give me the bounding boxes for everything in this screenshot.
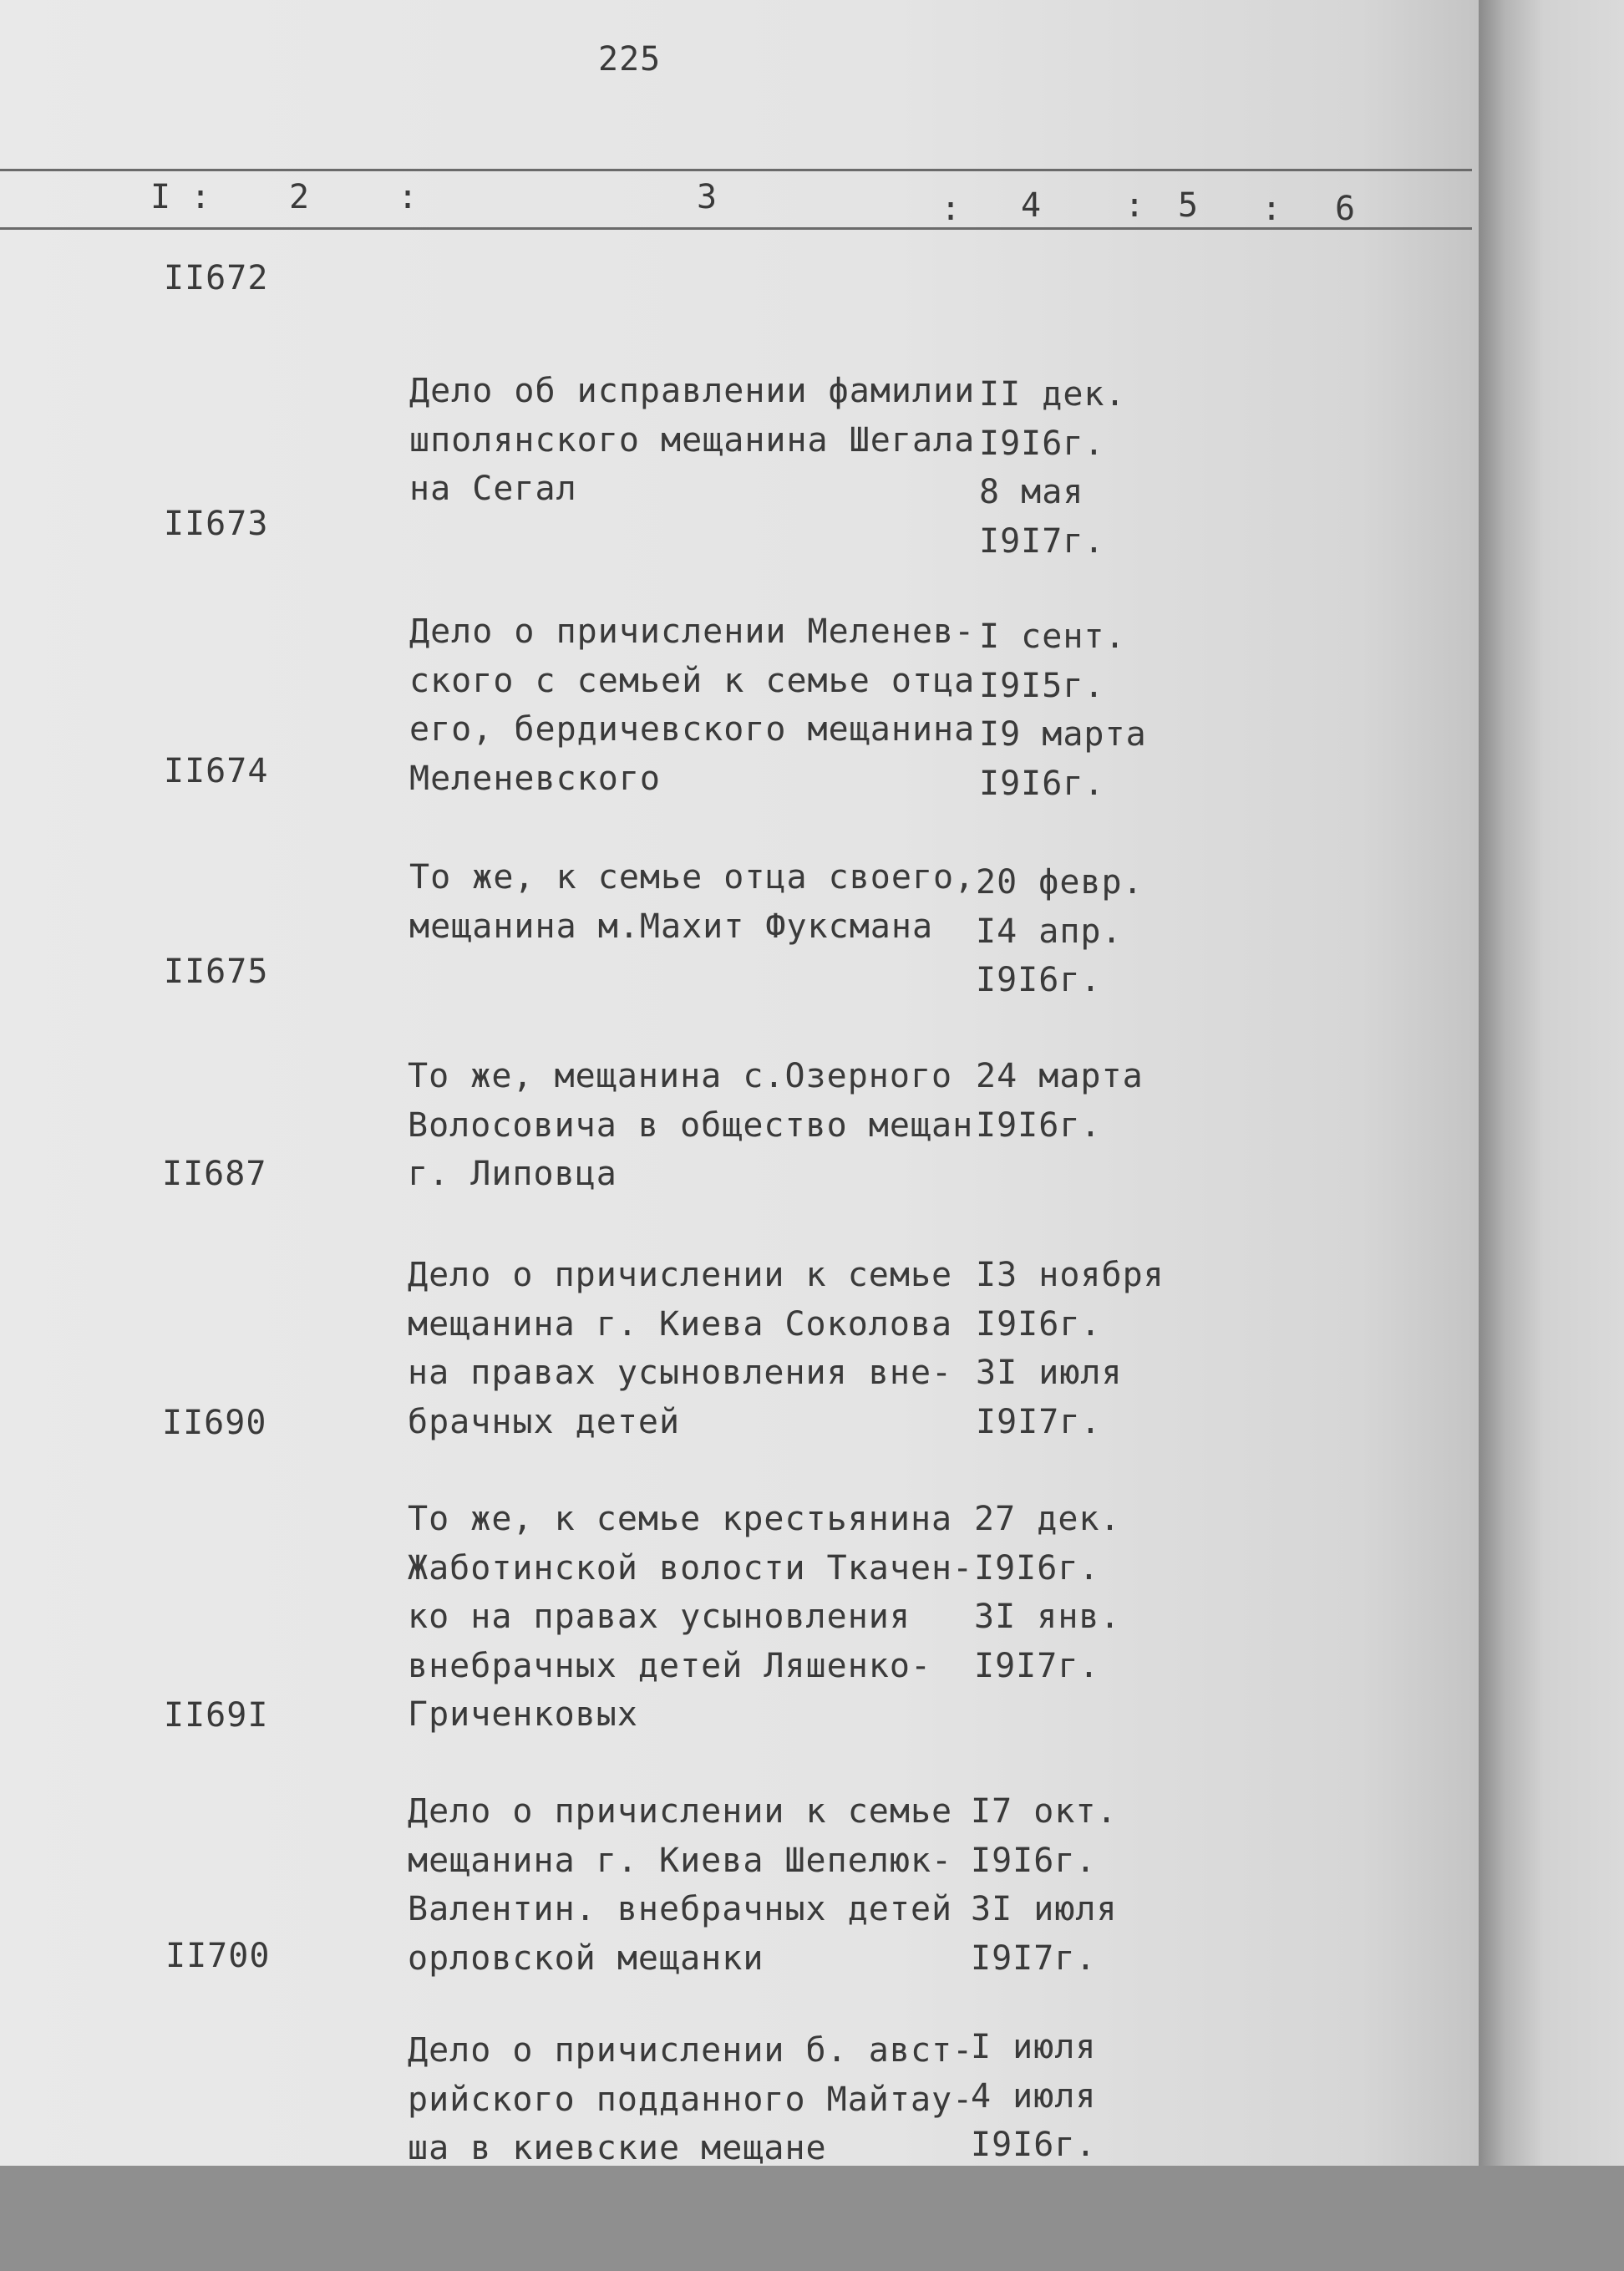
entry-dates: I7 окт. I9I6г. 3I июля I9I7г. — [971, 1792, 1118, 1978]
header-rule-bottom — [0, 227, 1472, 230]
entry-number: II69I — [164, 1696, 269, 1735]
entry-description: То же, мещанина с.Озерного Волосовича в общество мещан г. Липовца — [408, 1057, 974, 1193]
entry-number: II690 — [162, 1404, 267, 1442]
entry-number: II673 — [164, 505, 269, 543]
entry-description: Дело о причислении б. авст- рийского подданного Майтау- ша в киевские мещане — [408, 2031, 974, 2167]
col-header-2: 2 — [289, 178, 310, 216]
entry-description: Дело о причислении к семье мещанина г. Киева Соколова на правах усыновления вне- брачных детей — [408, 1256, 953, 1441]
col-header-5: 5 — [1178, 186, 1199, 225]
col-separator: : — [1261, 190, 1282, 228]
page-shadow-edge — [1479, 0, 1624, 2166]
col-separator: : — [398, 178, 419, 216]
entry-dates: I июля 4 июля I9I6г. — [971, 2028, 1097, 2164]
col-separator: : — [190, 178, 211, 216]
entry-number: II687 — [162, 1155, 267, 1193]
page-number: 225 — [598, 40, 662, 79]
entry-dates: 24 марта I9I6г. — [976, 1057, 1144, 1145]
entry-dates: II дек. I9I6г. 8 мая I9I7г. — [979, 375, 1126, 561]
col-header-6: 6 — [1335, 190, 1356, 228]
entry-number: II675 — [164, 953, 269, 991]
col-header-4: 4 — [1021, 186, 1042, 225]
entry-dates: 27 дек. I9I6г. 3I янв. I9I7г. — [974, 1500, 1121, 1685]
col-header-3: 3 — [697, 178, 718, 216]
entry-number: II674 — [164, 752, 269, 790]
col-separator: : — [1124, 186, 1145, 225]
header-rule-top — [0, 169, 1472, 171]
col-separator: : — [941, 190, 962, 228]
entry-dates: 20 февр. I4 апр. I9I6г. — [976, 863, 1144, 999]
entry-description: То же, к семье отца своего, мещанина м.Махит Фуксмана — [409, 858, 976, 946]
entry-description: Дело о причислении к семье мещанина г. Киева Шепелюк- Валентин. внебрачных детей орловской мещанки — [408, 1792, 953, 1978]
entry-number: II672 — [164, 259, 269, 297]
entry-number: II700 — [165, 1937, 271, 1975]
entry-description: Дело о причислении Меленев- ского с семьей к семье отца его, бердичевского мещанина Меленевского — [409, 612, 976, 798]
entry-description: Дело об исправлении фамилии шполянского мещанина Шегала на Сегал — [409, 372, 976, 508]
entry-dates: I3 ноября I9I6г. 3I июля I9I7г. — [976, 1256, 1165, 1441]
entry-description: То же, к семье крестьянина Жаботинской волости Ткачен- ко на правах усыновления внебрачных детей Ляшенко- Гриченковых — [408, 1500, 974, 1734]
col-header-1: I — [150, 178, 171, 216]
entry-dates: I сент. I9I5г. I9 марта I9I6г. — [979, 617, 1147, 803]
